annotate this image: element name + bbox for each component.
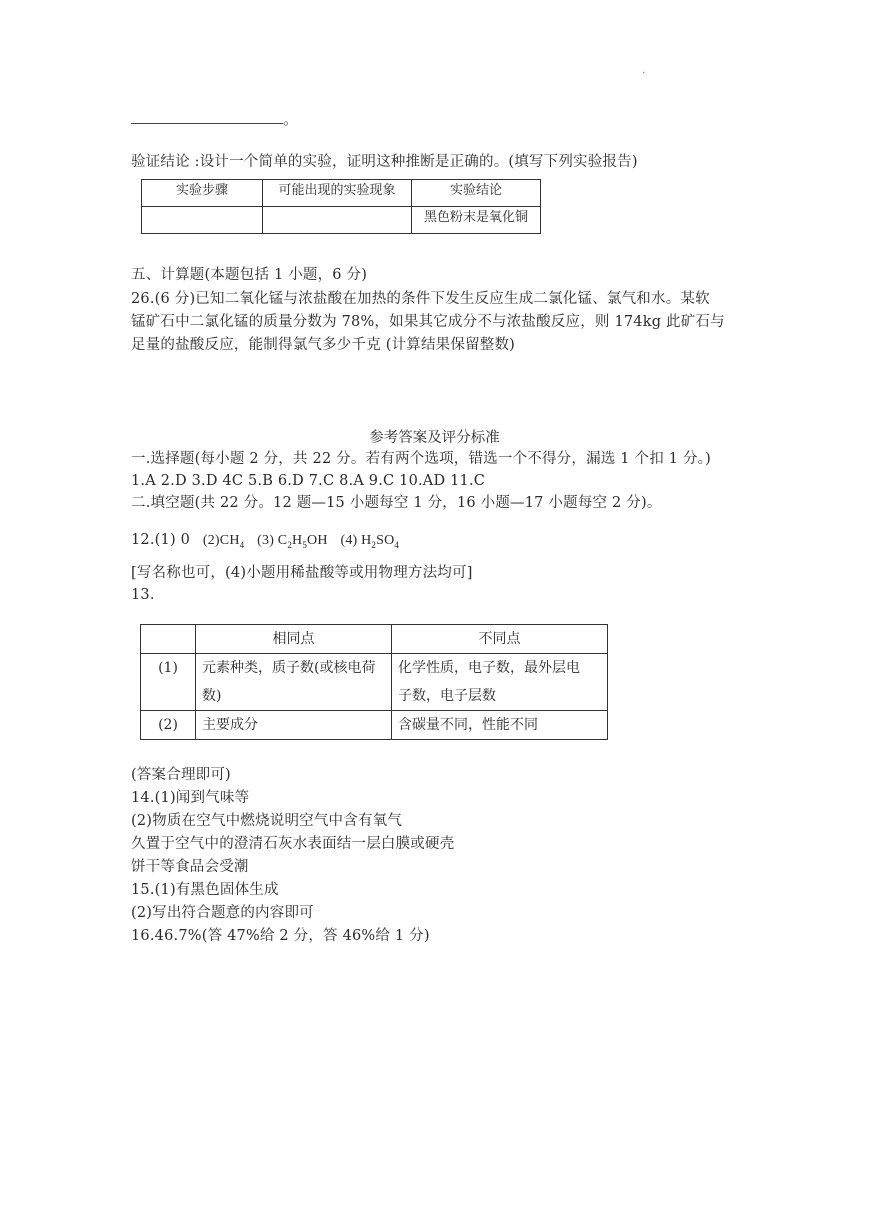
same-cell: 元素种类，质子数(或核电荷 数) — [196, 654, 392, 711]
table-header-row — [141, 625, 608, 654]
answer-line: (2)写出符合题意的内容即可 — [131, 905, 314, 921]
table-header-row — [142, 180, 541, 207]
q12-answer-3: (3) $C_2H_5OH$ — [257, 533, 328, 550]
q26-line3: 足量的盐酸反应，能制得氯气多少千克 (计算结果保留整数) — [131, 337, 516, 353]
header-cell: 实验结论 — [412, 180, 541, 207]
row-number: (1) — [141, 654, 196, 711]
table-cell — [142, 207, 263, 234]
s1-answers: 1.A 2.D 3.D 4C 5.B 6.D 7.C 8.A 9.C 10.AD 11.C — [131, 473, 486, 489]
diff-cell: 含碳量不同，性能不同 — [392, 711, 608, 740]
q13-label: 13. — [131, 587, 155, 603]
header-cell — [141, 625, 196, 654]
q26-line2: 锰矿石中二氯化锰的质量分数为 78%，如果其它成分不与浓盐酸反应，则 174kg 此矿石与 — [131, 314, 725, 330]
table-cell: 黑色粉末是氧化铜 — [412, 207, 541, 234]
q12-line — [131, 529, 399, 556]
section5-title: 五、计算题(本题包括 1 小题，6 分) — [131, 267, 368, 283]
s2-title: 二.填空题(共 22 分。12 题—15 小题每空 1 分，16 小题—17 小题每空 2 分)。 — [131, 495, 662, 511]
page-mark: · — [642, 68, 646, 79]
answer-line: 饼干等食品会受潮 — [131, 859, 249, 875]
blank-end-mark: 。 — [283, 110, 299, 128]
answer-line: 16.46.7%(答 47%给 2 分，答 46%给 1 分) — [131, 928, 430, 944]
q12-answer-2: $(2)CH_4$ — [202, 533, 245, 550]
answer-line: 14.(1)闻到气味等 — [131, 790, 250, 806]
experiment-report-table — [141, 179, 541, 234]
table-row — [141, 654, 608, 711]
header-cell: 相同点 — [196, 625, 392, 654]
q12-note: [写名称也可，(4)小题用稀盐酸等或用物理方法均可] — [131, 565, 473, 581]
header-cell: 实验步骤 — [142, 180, 263, 207]
table-row — [142, 207, 541, 234]
diff-cell: 化学性质，电子数，最外层电 子数，电子层数 — [392, 654, 608, 711]
answer-line: (2)物质在空气中燃烧说明空气中含有氧气 — [131, 813, 403, 829]
q26-line1: 26.(6 分)已知二氧化锰与浓盐酸在加热的条件下发生反应生成二氯化锰、氯气和水。某软 — [131, 291, 710, 307]
blank-line — [131, 111, 283, 124]
answer-line: (答案合理即可) — [131, 767, 231, 783]
answer-blank — [131, 108, 298, 129]
table-cell — [263, 207, 412, 234]
answers-title: 参考答案及评分标准 — [369, 430, 500, 446]
answer-line: 15.(1)有黑色固体生成 — [131, 882, 279, 898]
verify-conclusion-line: 验证结论 :设计一个简单的实验，证明这种推断是正确的。(填写下列实验报告) — [131, 154, 638, 170]
header-cell: 可能出现的实验现象 — [263, 180, 412, 207]
q12-answer-4: (4) $H_2SO_4$ — [340, 533, 400, 550]
row-number: (2) — [141, 711, 196, 740]
header-cell: 不同点 — [392, 625, 608, 654]
q13-answer-table — [140, 624, 608, 740]
q12-prefix: 12.(1) 0 — [131, 532, 191, 548]
s1-title: 一.选择题(每小题 2 分，共 22 分。若有两个选项，错选一个不得分，漏选 1 个扣 1 分。) — [131, 451, 711, 467]
table-row — [141, 711, 608, 740]
same-cell: 主要成分 — [196, 711, 392, 740]
answer-line: 久置于空气中的澄清石灰水表面结一层白膜或硬壳 — [131, 836, 455, 852]
